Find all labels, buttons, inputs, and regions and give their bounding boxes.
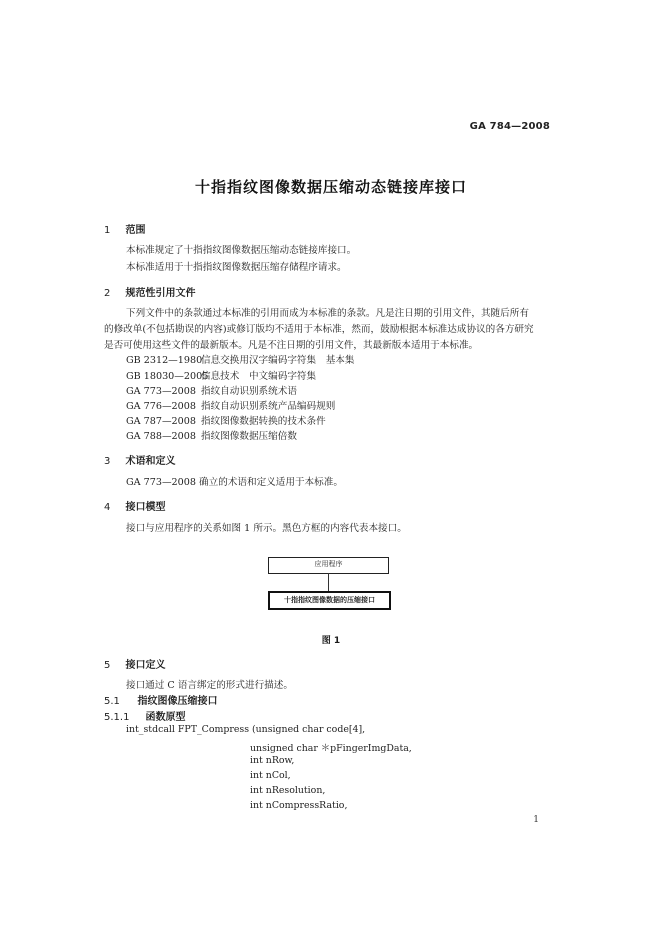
section-title: 规范性引用文件 [125, 288, 196, 299]
section-title: 指纹图像压缩接口 [137, 696, 218, 707]
reference-code: GA 773—2008 [126, 386, 196, 397]
paragraph: 的修改单(不包括勘误的内容)或修订版均不适用于本标准，然而，鼓励根据本标准达成协议的各方研究 [104, 324, 534, 335]
section-5-heading [104, 656, 165, 671]
box-label: 十指指纹图像数据的压缩接口 [284, 595, 375, 604]
reference-title: 指纹图像数据压缩倍数 [201, 431, 297, 442]
section-number: 1 [104, 225, 111, 236]
paragraph: 本标准适用于十指指纹图像数据压缩存储程序请求。 [126, 262, 347, 273]
section-number: 5.1.1 [104, 712, 130, 723]
paragraph: 接口通过 C 语言绑定的形式进行描述。 [126, 680, 293, 691]
reference-title: 指纹自动识别系统产品编码规则 [201, 401, 336, 412]
section-2-heading [104, 284, 195, 299]
reference-item [126, 428, 297, 442]
code-line: int nCompressRatio, [250, 800, 348, 811]
reference-item [126, 413, 326, 427]
section-number: 2 [104, 288, 111, 299]
reference-item [126, 398, 335, 412]
section-number: 4 [104, 502, 111, 513]
paragraph: 本标准规定了十指指纹图像数据压缩动态链接库接口。 [126, 245, 357, 256]
reference-item [126, 352, 355, 366]
reference-title: 信息技术 中文编码字符集 [201, 371, 317, 382]
paragraph: GA 773—2008 确立的术语和定义适用于本标准。 [126, 477, 343, 488]
section-number: 3 [104, 456, 111, 467]
section-title: 函数原型 [145, 712, 186, 723]
reference-code: GB 18030—2005 [126, 371, 209, 382]
reference-title: 指纹自动识别系统术语 [201, 386, 297, 397]
subsection-heading [104, 708, 185, 723]
document-title: 十指指纹图像数据压缩动态链接库接口 [194, 178, 467, 196]
paragraph: 接口与应用程序的关系如图 1 所示。黑色方框的内容代表本接口。 [126, 523, 407, 534]
box-label: 应用程序 [314, 560, 343, 568]
interface-box [268, 591, 391, 610]
reference-title: 指纹图像数据转换的技术条件 [201, 416, 326, 427]
paragraph: 是否可使用这些文件的最新版本。凡是不注日期的引用文件，其最新版本适用于本标准。 [104, 340, 479, 351]
code-line: unsigned char ＊pFingerImgData, [250, 743, 412, 754]
code-line: int nRow, [250, 755, 295, 766]
section-title: 接口定义 [125, 660, 166, 671]
page-number: 1 [533, 815, 539, 825]
section-4-heading [104, 498, 165, 513]
code-line: int nCol, [250, 770, 291, 781]
figure-caption: 图 1 [321, 636, 341, 646]
section-title: 术语和定义 [125, 456, 176, 467]
section-number: 5 [104, 660, 111, 671]
connector-line [328, 573, 329, 591]
code-line: int nResolution, [250, 785, 326, 796]
code-line: int_stdcall FPT_Compress (unsigned char code[4], [126, 724, 366, 735]
section-title: 接口模型 [125, 502, 166, 513]
subsection-heading [104, 692, 217, 707]
reference-code: GA 787—2008 [126, 416, 196, 427]
section-title: 范围 [125, 225, 146, 236]
reference-item [126, 368, 316, 382]
paragraph: 下列文件中的条款通过本标准的引用而成为本标准的条款。凡是注日期的引用文件，其随后所有 [126, 308, 529, 319]
reference-code: GA 788—2008 [126, 431, 196, 442]
standard-number: GA 784—2008 [469, 121, 550, 132]
reference-item [126, 383, 297, 397]
section-number: 5.1 [104, 696, 120, 707]
reference-code: GB 2312—1980 [126, 355, 203, 366]
reference-code: GA 776—2008 [126, 401, 196, 412]
application-box [268, 557, 389, 574]
section-3-heading [104, 452, 175, 467]
section-1-heading [104, 221, 145, 236]
reference-title: 信息交换用汉字编码字符集 基本集 [201, 355, 355, 366]
